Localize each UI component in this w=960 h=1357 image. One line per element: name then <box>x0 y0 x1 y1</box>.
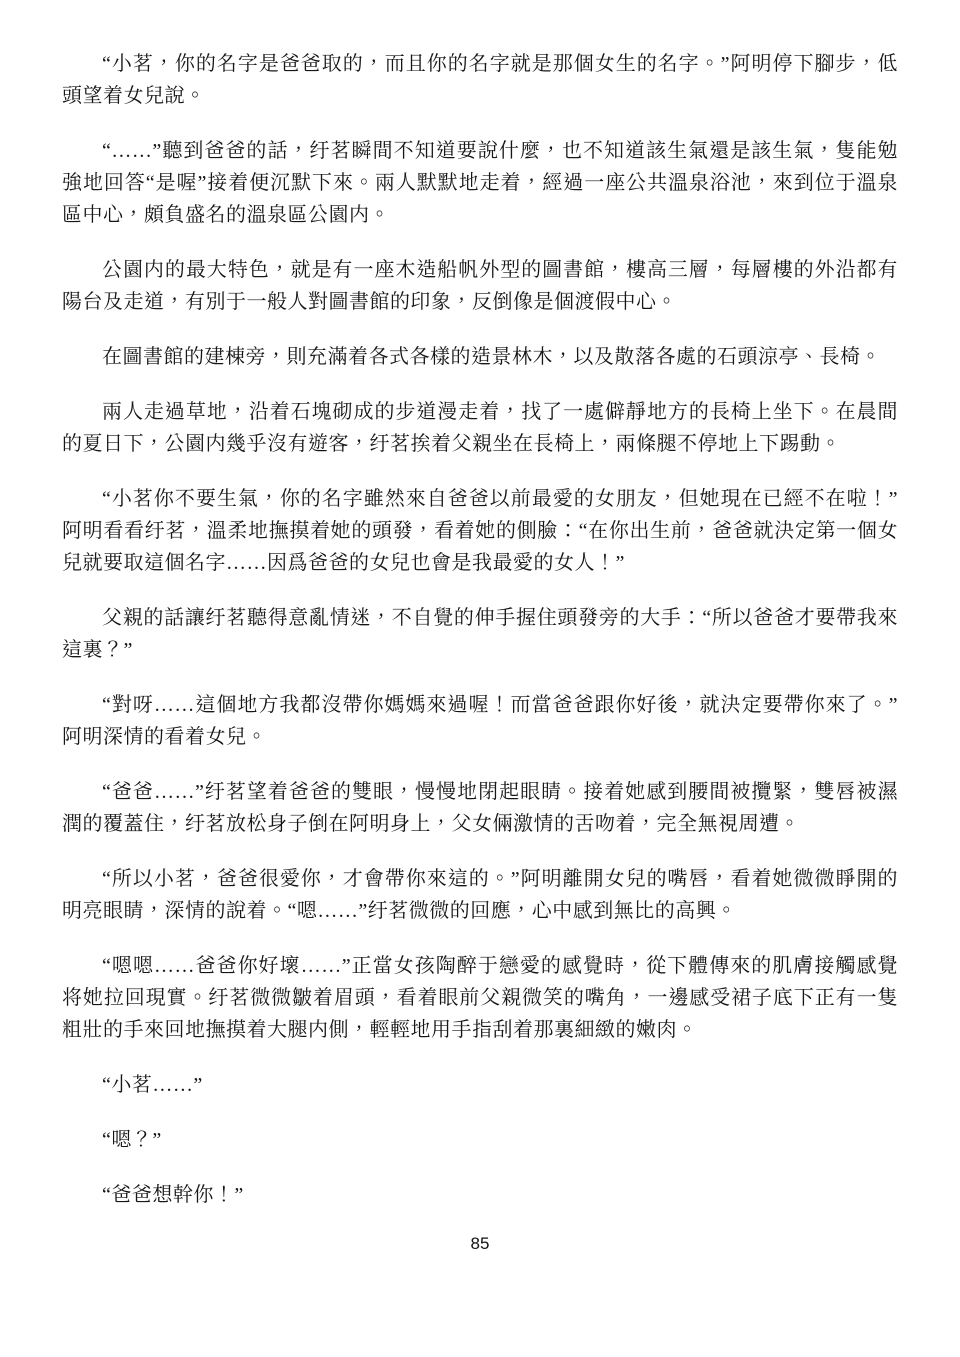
paragraph: 父親的話讓纡茗聽得意亂情迷，不自覺的伸手握住頭發旁的大手：“所以爸爸才要帶我來這裏？” <box>62 607 898 661</box>
paragraph: 兩人走過草地，沿着石塊砌成的步道漫走着，找了一處僻靜地方的長椅上坐下。在晨間的夏日下，公園内幾乎沒有遊客，纡茗挨着父親坐在長椅上，兩條腿不停地上下踢動。 <box>62 401 898 455</box>
story-text-block <box>62 48 898 1211</box>
paragraph: 在圖書館的建棟旁，則充滿着各式各樣的造景林木，以及散落各處的石頭涼亭、長椅。 <box>102 346 881 368</box>
paragraph: “爸爸想幹你！” <box>102 1184 244 1206</box>
paragraph: “對呀……這個地方我都沒帶你媽媽來過喔！而當爸爸跟你好後，就決定要帶你來了。”阿明深情的看着女兒。 <box>62 694 898 748</box>
paragraph: “嗯？” <box>102 1129 162 1151</box>
page-number: 85 <box>470 1234 490 1253</box>
paragraph: “嗯嗯……爸爸你好壞……”正當女孩陶醉于戀愛的感覺時，從下體傳來的肌膚接觸感覺将她拉回現實。纡茗微微皺着眉頭，看着眼前父親微笑的嘴角，一邊感受裙子底下正有一隻粗壯的手來回地撫摸着大腿内側，輕輕地用手指刮着那裏細緻的嫩肉。 <box>62 955 898 1041</box>
paragraph: “小茗……” <box>102 1074 203 1096</box>
paragraph: “爸爸……”纡茗望着爸爸的雙眼，慢慢地閉起眼睛。接着她感到腰間被攬緊，雙唇被濕潤的覆蓋住，纡茗放松身子倒在阿明身上，父女倆激情的舌吻着，完全無視周遭。 <box>62 781 898 835</box>
paragraph: “小茗你不要生氣，你的名字雖然來自爸爸以前最愛的女朋友，但她現在已經不在啦！”阿明看看纡茗，溫柔地撫摸着她的頭發，看着她的側臉：“在你出生前，爸爸就決定第一個女兒就要取這個名字……因爲爸爸的女兒也會是我最愛的女人！” <box>62 488 898 574</box>
paragraph: 公園内的最大特色，就是有一座木造船帆外型的圖書館，樓高三層，每層樓的外沿都有陽台及走道，有別于一般人對圖書館的印象，反倒像是個渡假中心。 <box>62 259 898 313</box>
paragraph: “小茗，你的名字是爸爸取的，而且你的名字就是那個女生的名字。”阿明停下腳步，低頭望着女兒說。 <box>62 53 898 107</box>
paragraph: “所以小茗，爸爸很愛你，才會帶你來這的。”阿明離開女兒的嘴唇，看着她微微睜開的明亮眼睛，深情的說着。“嗯……”纡茗微微的回應，心中感到無比的高興。 <box>62 868 898 922</box>
paragraph: “……”聽到爸爸的話，纡茗瞬間不知道要說什麼，也不知道該生氣還是該生氣，隻能勉強地回答“是喔”接着便沉默下來。兩人默默地走着，經過一座公共溫泉浴池，來到位于溫泉區中心，頗負盛名的溫泉區公園内。 <box>62 140 898 226</box>
